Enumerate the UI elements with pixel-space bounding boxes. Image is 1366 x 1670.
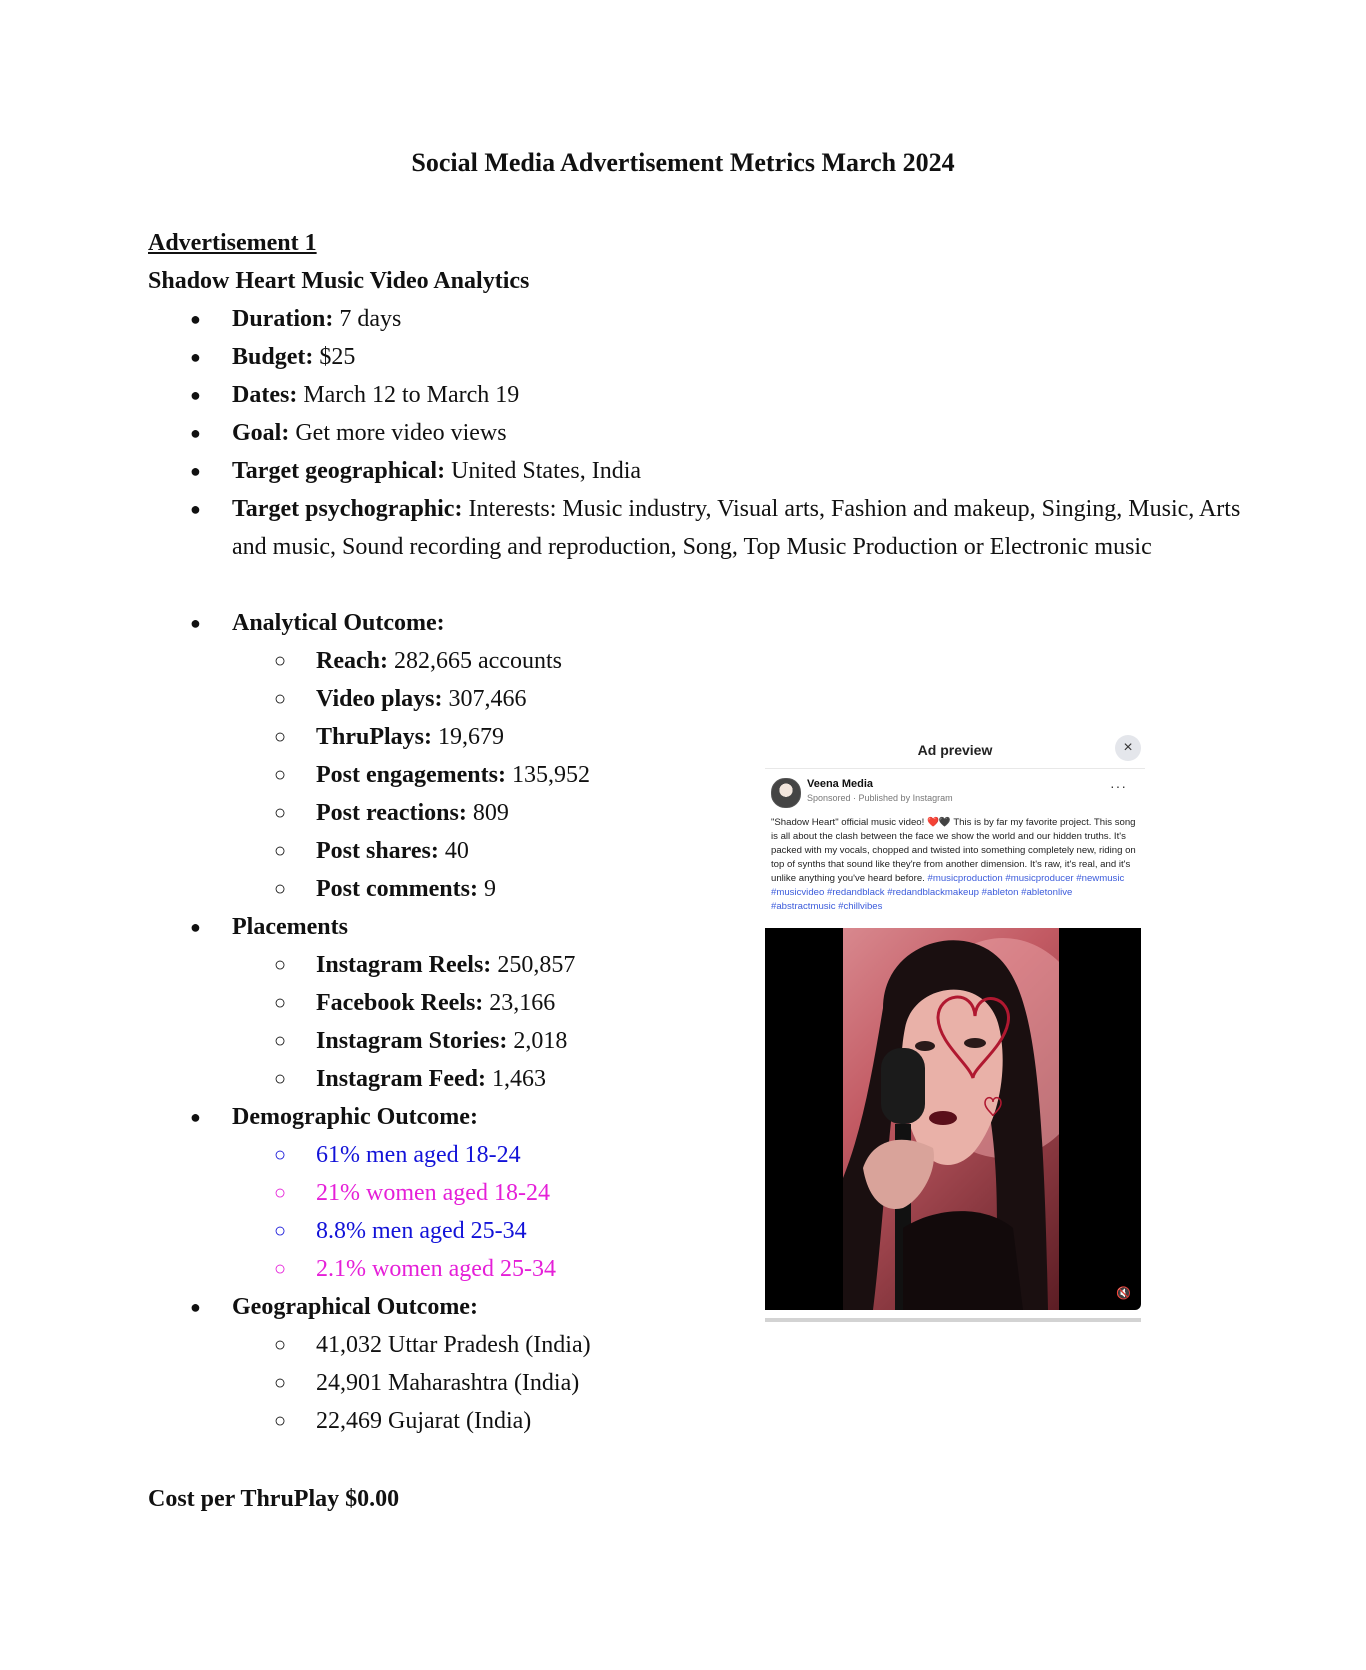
detail-target-psychographic bbox=[148, 490, 1248, 566]
page-name[interactable]: Veena Media bbox=[807, 778, 874, 790]
metric-reach bbox=[232, 642, 1248, 680]
placements-heading: Placements bbox=[232, 914, 348, 940]
geographical-heading: Geographical Outcome: bbox=[232, 1294, 478, 1320]
detail-target-geographical bbox=[148, 452, 1248, 490]
detail-label: Goal: bbox=[232, 420, 290, 446]
ad-preview-header bbox=[765, 732, 1145, 769]
close-icon[interactable]: × bbox=[1115, 735, 1141, 761]
post-caption bbox=[771, 816, 1137, 914]
mute-icon[interactable]: 🔇 bbox=[1116, 1286, 1131, 1300]
metric-value: 135,952 bbox=[505, 762, 590, 788]
video-player[interactable] bbox=[765, 928, 1141, 1310]
post-header bbox=[771, 778, 1131, 812]
detail-label: Dates: bbox=[232, 382, 298, 408]
cost-per-thruplay: Cost per ThruPlay $0.00 bbox=[148, 1486, 400, 1512]
placement-label: Instagram Stories: bbox=[316, 1028, 508, 1054]
more-options-icon[interactable]: ··· bbox=[1110, 778, 1127, 794]
placement-value: 23,166 bbox=[483, 990, 556, 1016]
details-list bbox=[148, 300, 1248, 566]
metric-value: 282,665 accounts bbox=[387, 648, 562, 674]
metric-label: ThruPlays: bbox=[316, 724, 433, 750]
demographic-item-men: ○ 8.8% men aged 25-34 bbox=[232, 1212, 1248, 1250]
metric-label: Post shares: bbox=[316, 838, 439, 864]
placement-value: 1,463 bbox=[485, 1066, 546, 1092]
analytical-heading: Analytical Outcome: bbox=[232, 610, 445, 636]
ad-preview-panel bbox=[765, 732, 1145, 1326]
detail-value: Interests: Music industry, Visual arts, Fashion and makeup, Singing, Music, Arts and music, Sound recording and reproduction, Song, Top Music Production or Electronic music bbox=[232, 496, 1241, 560]
detail-label: Target geographical: bbox=[232, 458, 446, 484]
detail-dates bbox=[148, 376, 1248, 414]
placement-value: 2,018 bbox=[507, 1028, 568, 1054]
sponsored-line: Sponsored · Published by Instagram bbox=[807, 793, 953, 803]
demographic-heading: Demographic Outcome: bbox=[232, 1104, 478, 1130]
caption-text: "Shadow Heart" official music video! ❤️🖤 This is by far my favorite project. This song is all about the clash between the face we show the world and our hidden truths. It's packed with my vocals, chopped and twisted into something completely new, riding on top of synths that sound like they're from another dimension. It's raw, it's real, and it's unlike anything you've heard before. bbox=[771, 817, 1136, 884]
placement-label: Instagram Reels: bbox=[316, 952, 492, 978]
geo-item: ○ 41,032 Uttar Pradesh (India) bbox=[232, 1326, 1248, 1364]
detail-duration bbox=[148, 300, 1248, 338]
metric-label: Reach: bbox=[316, 648, 388, 674]
placement-label: Facebook Reels: bbox=[316, 990, 484, 1016]
demographic-item-men: ○ 61% men aged 18-24 bbox=[232, 1136, 1248, 1174]
metric-label: Video plays: bbox=[316, 686, 443, 712]
metric-value: 19,679 bbox=[432, 724, 505, 750]
singer-illustration bbox=[843, 928, 1059, 1310]
detail-label: Target psychographic: bbox=[232, 496, 463, 522]
advertisement-heading: Advertisement 1 bbox=[148, 230, 317, 256]
metric-video-plays bbox=[232, 680, 1248, 718]
metric-value: 9 bbox=[477, 876, 496, 902]
geo-item: ○ 22,469 Gujarat (India) bbox=[232, 1402, 1248, 1440]
metric-value: 40 bbox=[438, 838, 469, 864]
video-frame bbox=[843, 928, 1059, 1310]
metric-label: Post reactions: bbox=[316, 800, 467, 826]
detail-goal bbox=[148, 414, 1248, 452]
document-title: Social Media Advertisement Metrics March 2024 bbox=[411, 148, 955, 177]
demographic-item-women: ○ 21% women aged 18-24 bbox=[232, 1174, 1248, 1212]
ad-preview-title: Ad preview bbox=[917, 742, 993, 758]
metric-label: Post engagements: bbox=[316, 762, 506, 788]
caption-hashtags[interactable]: #musicproduction #musicproducer #newmusic #musicvideo #redandblack #redandblackmakeup #ableton #abletonlive #abstractmusic #chillvibes bbox=[771, 873, 1125, 912]
metric-label: Post comments: bbox=[316, 876, 478, 902]
detail-value: United States, India bbox=[445, 458, 642, 484]
detail-value: $25 bbox=[313, 344, 356, 370]
metric-value: 809 bbox=[466, 800, 509, 826]
detail-budget bbox=[148, 338, 1248, 376]
video-progress-bar[interactable] bbox=[765, 1318, 1141, 1322]
geographical-list bbox=[232, 1326, 1248, 1440]
placement-value: 250,857 bbox=[491, 952, 576, 978]
metric-value: 307,466 bbox=[442, 686, 527, 712]
detail-value: March 12 to March 19 bbox=[297, 382, 520, 408]
detail-value: Get more video views bbox=[289, 420, 507, 446]
demographic-item-women: ○ 2.1% women aged 25-34 bbox=[232, 1250, 1248, 1288]
geo-item: ○ 24,901 Maharashtra (India) bbox=[232, 1364, 1248, 1402]
detail-value: 7 days bbox=[333, 306, 402, 332]
spacer bbox=[148, 566, 1248, 604]
section-title: Shadow Heart Music Video Analytics bbox=[148, 268, 530, 294]
detail-label: Duration: bbox=[232, 306, 334, 332]
detail-label: Budget: bbox=[232, 344, 314, 370]
placement-label: Instagram Feed: bbox=[316, 1066, 486, 1092]
avatar[interactable] bbox=[771, 778, 801, 808]
